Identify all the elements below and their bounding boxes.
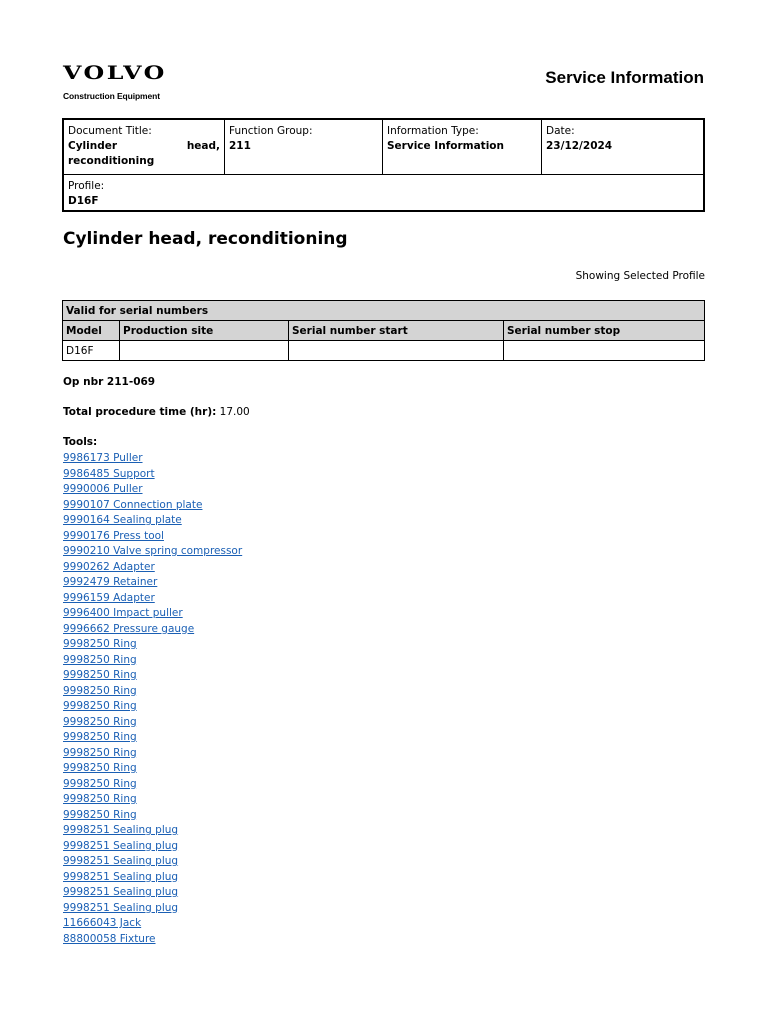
table-caption-row	[63, 301, 705, 321]
list-item	[63, 544, 242, 560]
tool-link[interactable]: 9996159 Adapter	[63, 591, 155, 604]
document-info-box	[62, 118, 705, 212]
doc-title-label: Document Title:	[68, 125, 152, 137]
column-header-serial-start: Serial number start	[289, 321, 504, 341]
tool-link[interactable]: 9998250 Ring	[63, 808, 137, 821]
list-item	[63, 761, 242, 777]
table-cell-production-site	[120, 341, 289, 361]
tool-link[interactable]: 9998250 Ring	[63, 638, 137, 650]
tool-link[interactable]: 9998250 Ring	[63, 715, 137, 728]
list-item	[63, 684, 242, 700]
list-item	[63, 932, 242, 948]
tool-link[interactable]: 9990107 Connection plate	[63, 498, 203, 511]
list-item	[63, 498, 242, 514]
list-item	[63, 746, 242, 762]
list-item	[63, 482, 242, 498]
list-item	[63, 916, 242, 932]
list-item	[63, 529, 242, 545]
tool-link[interactable]: 88800058 Fixture	[63, 932, 156, 945]
list-item	[63, 513, 242, 529]
tool-link[interactable]: 9998251 Sealing plug	[63, 855, 179, 867]
profile-value: D16F	[68, 195, 99, 207]
tool-link[interactable]: 9986485 Support	[63, 467, 155, 480]
tools-heading: Tools:	[63, 436, 98, 448]
doc-title-word-1: Cylinder	[68, 140, 118, 152]
list-item	[63, 591, 242, 607]
list-item	[63, 823, 242, 839]
list-item	[63, 606, 242, 622]
column-header-model: Model	[63, 321, 120, 341]
date-label: Date:	[546, 125, 575, 137]
doc-title-cell	[64, 120, 225, 174]
tool-link[interactable]: 9996662 Pressure gauge	[63, 622, 195, 635]
tool-link[interactable]: 9998251 Sealing plug	[63, 901, 179, 914]
date-value: 23/12/2024	[546, 140, 613, 152]
tool-link[interactable]: 9998250 Ring	[63, 731, 137, 743]
date-cell	[542, 120, 703, 174]
total-procedure-time	[63, 406, 250, 418]
list-item	[63, 870, 242, 886]
list-item	[63, 699, 242, 715]
tool-link[interactable]: 9998250 Ring	[63, 762, 137, 774]
function-group-label: Function Group:	[229, 125, 313, 137]
info-row-main	[64, 120, 703, 175]
information-type-label: Information Type:	[387, 125, 479, 137]
profile-note: Showing Selected Profile	[575, 270, 705, 282]
list-item	[63, 715, 242, 731]
profile-cell	[64, 175, 703, 210]
tool-link[interactable]: 9998251 Sealing plug	[63, 839, 179, 852]
tool-link[interactable]: 9992479 Retainer	[63, 576, 158, 588]
doc-title-word-2: head,	[186, 140, 220, 152]
page-title: Cylinder head, reconditioning	[63, 229, 348, 249]
tool-link[interactable]: 9998250 Ring	[63, 684, 137, 697]
tool-link[interactable]: 9990006 Puller	[63, 483, 143, 495]
table-cell-serial-stop	[504, 341, 705, 361]
function-group-cell	[225, 120, 383, 174]
operation-number: Op nbr 211-069	[63, 376, 156, 388]
tool-link[interactable]: 9990164 Sealing plate	[63, 514, 182, 526]
list-item	[63, 668, 242, 684]
tool-link[interactable]: 9990210 Valve spring compressor	[63, 545, 243, 557]
table-caption: Valid for serial numbers	[63, 301, 705, 321]
list-item	[63, 839, 242, 855]
info-row-profile	[64, 175, 703, 210]
tool-link[interactable]: 9998250 Ring	[63, 777, 137, 790]
tool-link[interactable]: 9986173 Puller	[63, 452, 143, 464]
tool-link[interactable]: 9996400 Impact puller	[63, 607, 183, 619]
volvo-logo: VOLVO	[63, 62, 167, 84]
list-item	[63, 653, 242, 669]
table-header-row	[63, 321, 705, 341]
doc-title-value-line1	[68, 139, 220, 154]
list-item	[63, 885, 242, 901]
function-group-value: 211	[229, 140, 251, 152]
list-item	[63, 467, 242, 483]
list-item	[63, 901, 242, 917]
doc-title-value-line2: reconditioning	[68, 155, 155, 167]
tool-link[interactable]: 9990262 Adapter	[63, 560, 155, 573]
list-item	[63, 854, 242, 870]
tool-link[interactable]: 9998251 Sealing plug	[63, 870, 179, 883]
profile-label: Profile:	[68, 180, 105, 192]
column-header-production-site: Production site	[120, 321, 289, 341]
total-time-label: Total procedure time (hr):	[63, 406, 217, 418]
table-cell-serial-start	[289, 341, 504, 361]
column-header-serial-stop: Serial number stop	[504, 321, 705, 341]
list-item	[63, 622, 242, 638]
list-item	[63, 451, 242, 467]
tool-link[interactable]: 9998250 Ring	[63, 746, 137, 759]
total-time-value: 17.00	[216, 406, 250, 418]
list-item	[63, 792, 242, 808]
tool-link[interactable]: 9998250 Ring	[63, 669, 137, 681]
list-item	[63, 637, 242, 653]
tool-link[interactable]: 9998250 Ring	[63, 700, 137, 712]
tool-link[interactable]: 9998250 Ring	[63, 653, 137, 666]
tool-link[interactable]: 9998251 Sealing plug	[63, 886, 179, 898]
tool-link[interactable]: 9990176 Press tool	[63, 529, 164, 542]
tools-list	[63, 451, 242, 947]
logo-subtitle: Construction Equipment	[63, 91, 160, 101]
list-item	[63, 575, 242, 591]
table-cell-model: D16F	[63, 341, 120, 361]
information-type-value: Service Information	[387, 140, 504, 152]
list-item	[63, 560, 242, 576]
tool-link[interactable]: 9998250 Ring	[63, 793, 137, 805]
information-type-cell	[383, 120, 542, 174]
tool-link[interactable]: 9998251 Sealing plug	[63, 824, 179, 836]
table-row	[63, 341, 705, 361]
serial-number-table	[62, 300, 705, 361]
tool-link[interactable]: 11666043 Jack	[63, 917, 142, 929]
list-item	[63, 777, 242, 793]
service-information-header: Service Information	[545, 68, 704, 87]
list-item	[63, 808, 242, 824]
list-item	[63, 730, 242, 746]
